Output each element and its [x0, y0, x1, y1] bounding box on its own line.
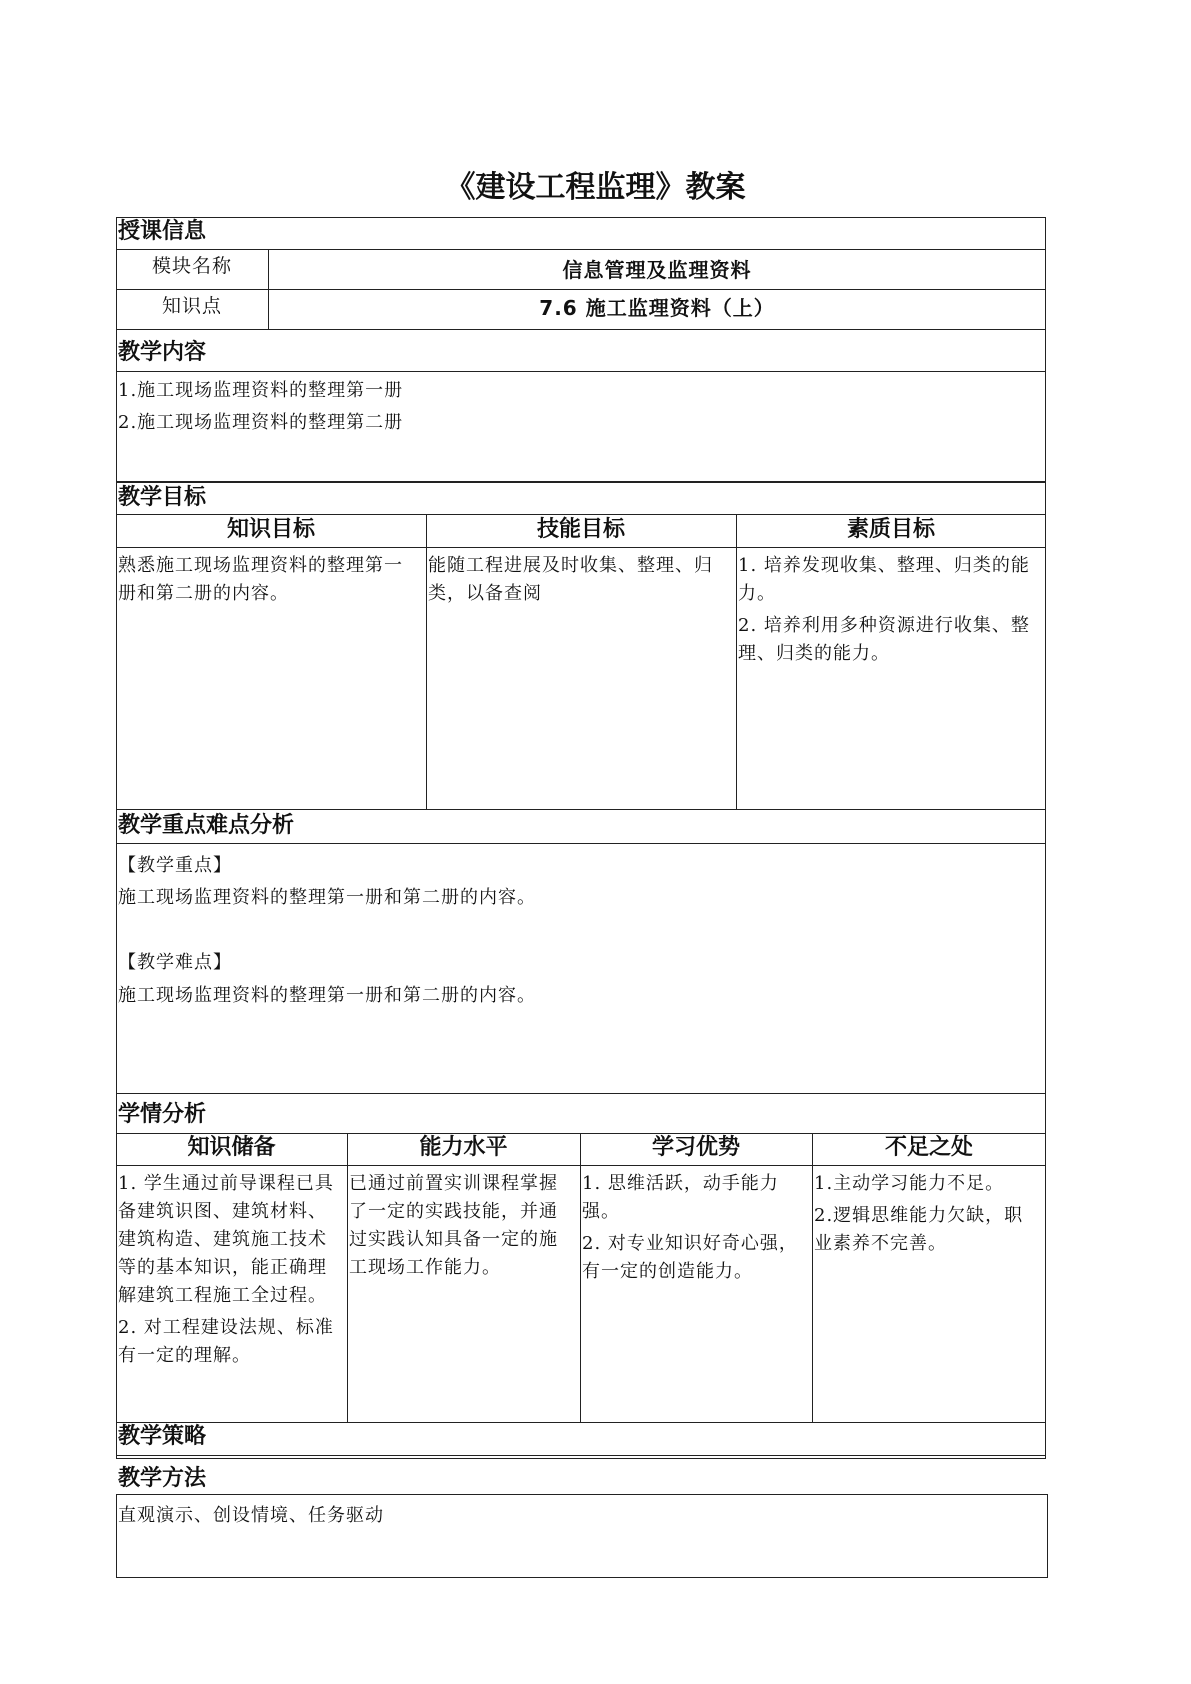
focus-text: 施工现场监理资料的整理第一册和第二册的内容。	[118, 887, 536, 908]
content-item: 2.施工现场监理资料的整理第二册	[118, 412, 404, 433]
analysis-header-weakness: 不足之处	[884, 1135, 973, 1160]
goal-skill-text: 能随工程进展及时收集、整理、归类，以备查阅	[428, 555, 713, 604]
goal-header-quality: 素质目标	[846, 517, 935, 542]
analysis-header-advantage: 学习优势	[651, 1135, 740, 1160]
difficulty-text: 施工现场监理资料的整理第一册和第二册的内容。	[118, 985, 536, 1006]
goal-knowledge-text: 熟悉施工现场监理资料的整理第一册和第二册的内容。	[118, 555, 403, 604]
analysis-ability-text: 已通过前置实训课程掌握了一定的实践技能，并通过实践认知具备一定的施工现场工作能力。	[349, 1173, 558, 1278]
analysis-header-ability: 能力水平	[419, 1135, 508, 1160]
goals-heading: 教学目标	[118, 485, 207, 510]
analysis-weakness-text: 1.主动学习能力不足。 2.逻辑思维能力欠缺，职业素养不完善。	[814, 1173, 1024, 1254]
page-title: 《建设工程监理》教案	[445, 170, 746, 205]
method-text: 直观演示、创设情境、任务驱动	[118, 1505, 384, 1526]
method-heading: 教学方法	[118, 1466, 207, 1491]
content-item: 1.施工现场监理资料的整理第一册	[118, 380, 404, 401]
analysis-heading: 学情分析	[118, 1102, 207, 1127]
focus-label: 【教学重点】	[118, 855, 232, 876]
strategy-heading: 教学策略	[118, 1424, 207, 1449]
content-list	[118, 377, 1038, 441]
difficulty-label: 【教学难点】	[118, 952, 232, 973]
goal-header-knowledge: 知识目标	[226, 517, 315, 542]
point-value: 7.6 施工监理资料（上）	[539, 296, 775, 320]
goal-header-skill: 技能目标	[536, 517, 625, 542]
content-heading: 教学内容	[118, 340, 207, 365]
course-info-heading: 授课信息	[118, 219, 207, 244]
keypoints-heading: 教学重点难点分析	[118, 813, 295, 838]
point-label: 知识点	[161, 295, 222, 317]
module-value: 信息管理及监理资料	[562, 258, 752, 282]
analysis-advantage-text: 1. 思维活跃，动手能力强。 2. 对专业知识好奇心强，有一定的创造能力。	[582, 1173, 798, 1282]
module-label: 模块名称	[151, 255, 232, 277]
analysis-knowledge-text: 1. 学生通过前导课程已具备建筑识图、建筑材料、建筑构造、建筑施工技术等的基本知识，能正确理解建筑工程施工全过程。 2. 对工程建设法规、标准有一定的理解。	[118, 1173, 334, 1366]
analysis-header-knowledge: 知识储备	[187, 1135, 276, 1160]
goal-quality-text: 1. 培养发现收集、整理、归类的能力。 2. 培养利用多种资源进行收集、整理、归类的能力。	[738, 555, 1030, 664]
